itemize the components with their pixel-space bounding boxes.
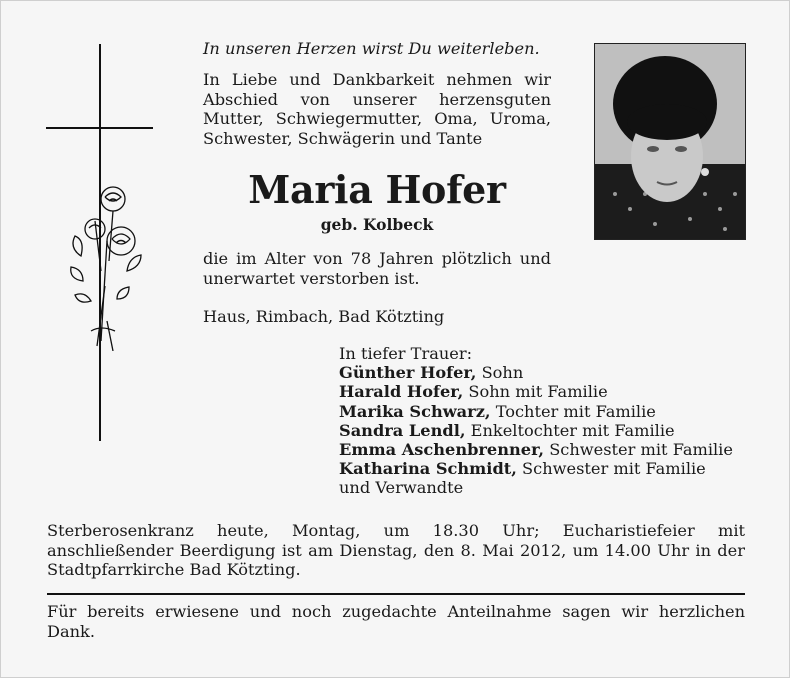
mourner-relation: Sohn xyxy=(481,363,524,383)
mourner-relation: Schwester mit Familie xyxy=(522,459,706,479)
thanks-text: Für bereits erwiesene und noch zugedachte Anteilnahme sagen wir herzlichen Dank. xyxy=(47,602,745,641)
mourner-row xyxy=(339,382,733,401)
mourner-name: Marika Schwarz, xyxy=(339,401,491,421)
mourner-relation: Enkeltochter mit Familie xyxy=(470,420,675,440)
roses-icon xyxy=(61,181,151,351)
age-statement: die im Alter von 78 Jahren plötzlich und unerwartet verstorben ist. xyxy=(203,249,551,288)
birth-name: geb. Kolbeck xyxy=(320,215,434,234)
mourner-row xyxy=(339,421,733,440)
mourner-row xyxy=(339,363,733,382)
place-line: Haus, Rimbach, Bad Kötzting xyxy=(203,307,445,326)
divider xyxy=(47,593,745,595)
mourner-row xyxy=(339,402,733,421)
mourner-relation: Sohn mit Familie xyxy=(468,382,608,402)
deceased-name: Maria Hofer xyxy=(248,167,506,212)
mourner-name: Harald Hofer, xyxy=(339,382,464,402)
motto: In unseren Herzen wirst Du weiterleben. xyxy=(203,39,540,58)
service-info: Sterberosenkranz heute, Montag, um 18.30 Uhr; Eucharistiefeier mit anschließender Beerdigung ist am Dienstag, den 8. Mai 2012, um 14.00 Uhr in der Stadtpfarrkirche Bad Kötzting. xyxy=(47,521,745,579)
relatives-line: und Verwandte xyxy=(339,478,464,498)
cross-icon-bar xyxy=(46,127,153,129)
mourners-list xyxy=(339,344,733,498)
mourning-heading: In tiefer Trauer: xyxy=(339,344,473,363)
mourner-name: Sandra Lendl, xyxy=(339,420,466,440)
mourner-name: Katharina Schmidt, xyxy=(339,459,517,479)
mourner-row xyxy=(339,440,733,459)
intro-text: In Liebe und Dankbarkeit nehmen wir Abschied von unserer herzensguten Mutter, Schwiegermutter, Oma, Uroma, Schwester, Schwägerin und Tante xyxy=(203,70,551,148)
portrait-photo xyxy=(594,43,746,240)
mourner-name: Emma Aschenbrenner, xyxy=(339,440,545,460)
mourner-name: Günther Hofer, xyxy=(339,363,477,383)
mourner-relation: Schwester mit Familie xyxy=(549,440,733,460)
mourner-relation: Tochter mit Familie xyxy=(495,401,656,421)
mourner-row xyxy=(339,459,733,478)
